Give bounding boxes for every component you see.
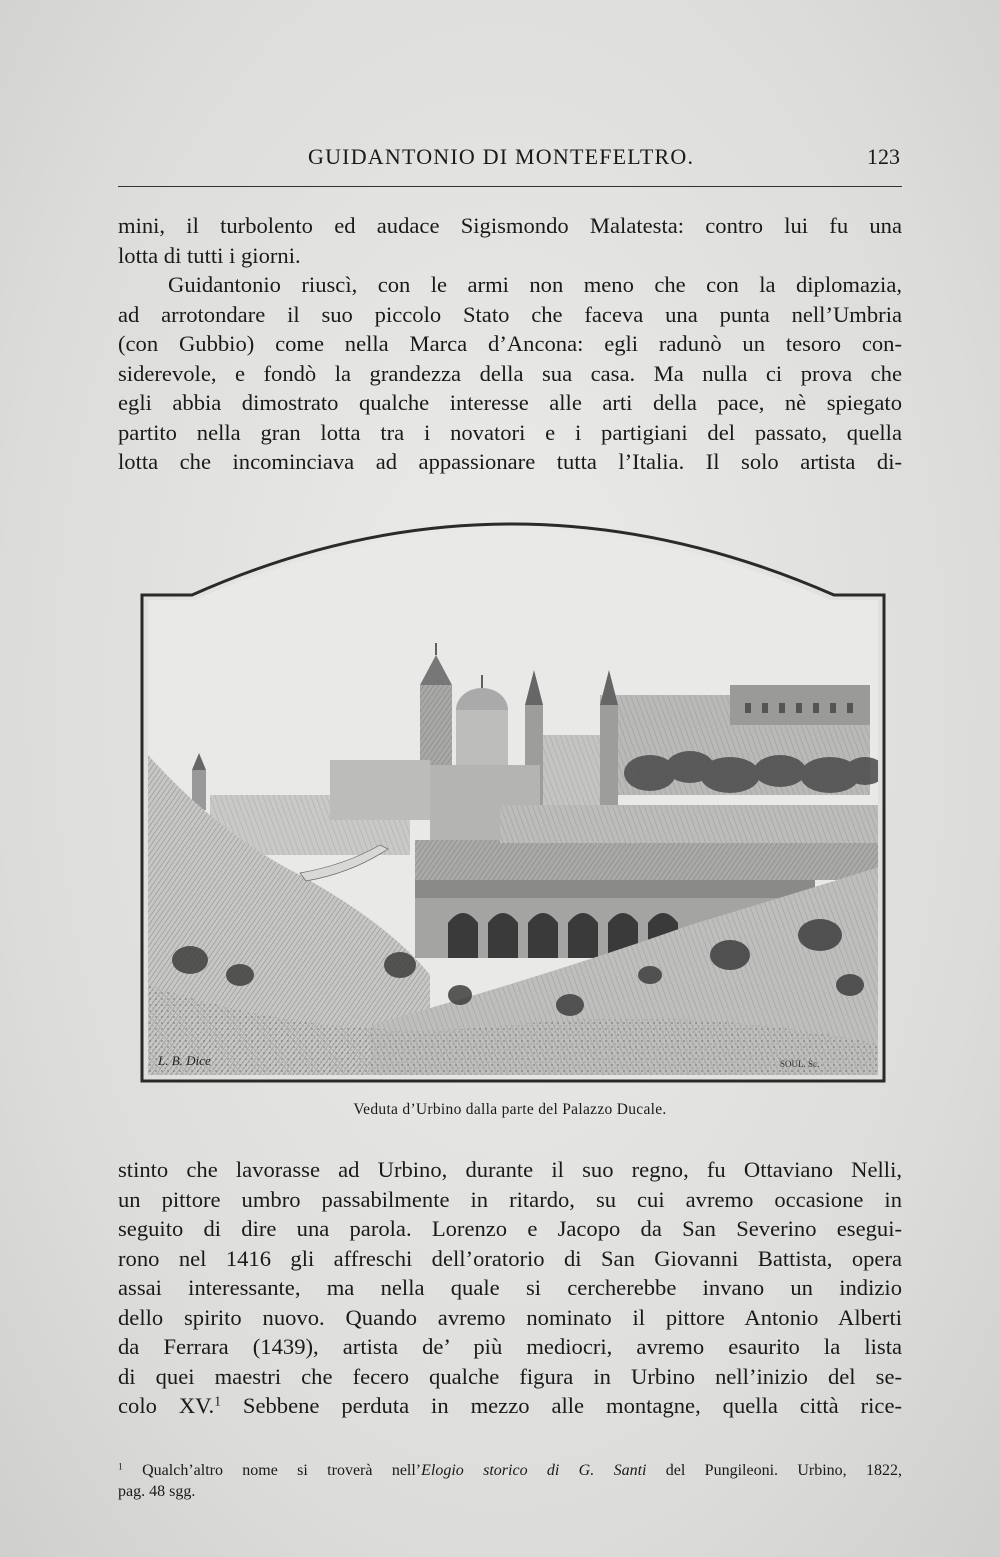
text-line: lotta di tutti i giorni. [118,242,301,268]
text-block-top [118,211,902,477]
engraver-mark: SOUL. Sc. [780,1059,820,1069]
artist-signature: L. B. Dice [158,1053,211,1068]
header-rule [118,186,902,187]
text-line: siderevole, e fondò la grandezza della sua casa. Ma nulla ci prova che [118,360,902,386]
text-line: da Ferrara (1439), artista de’ più mediocri, avremo esaurito la lista [118,1334,902,1359]
urbino-engraving [130,505,890,1095]
text-line: seguito di dire una parola. Lorenzo e Jacopo da San Severino esegui- [118,1216,902,1241]
footnote-line: pag. 48 sgg. [118,1483,196,1500]
text-line: assai interessante, ma nella quale si cercherebbe invano un indizio [118,1275,902,1300]
engraving-figure [130,505,890,1095]
text-line: un pittore umbro passabilmente in ritardo, su cui avremo occasione in [118,1186,902,1212]
text-line: mini, il turbolento ed audace Sigismondo Malatesta: contro lui fu una [118,213,902,238]
figure-caption: Veduta d’Urbino dalla parte del Palazzo Ducale. [353,1101,667,1118]
text-line: partito nella gran lotta tra i novatori e i partigiani del passato, quella [118,419,902,445]
text-fragment: colo XV. [118,1393,215,1418]
running-title: GUIDANTONIO DI MONTEFELTRO. [308,144,695,169]
text-line: Guidantonio riuscì, con le armi non meno che con la diplomazia, [168,272,902,297]
text-block-bottom [118,1155,902,1421]
text-line: egli abbia dimostrato qualche interesse alle arti della pace, nè spiegato [118,390,902,415]
footnote [118,1460,902,1502]
footnote-line [118,1460,902,1481]
text-line: dello spirito nuovo. Quando avremo nominato il pittore Antonio Alberti [118,1304,902,1330]
text-line: di quei maestri che fecero qualche figura in Urbino nell’inizio del se- [118,1363,902,1389]
page-number: 123 [867,144,900,169]
running-head [118,140,902,180]
footnote-title: Elogio storico di G. Santi [421,1462,647,1479]
footnote-marker: 1 [118,1461,123,1473]
text-line: stinto che lavorasse ad Urbino, durante il suo regno, fu Ottaviano Nelli, [118,1157,902,1182]
text-line: ad arrotondare il suo piccolo Stato che faceva una punta nell’Umbria [118,301,902,327]
text-fragment: Sebbene perduta in mezzo alle montagne, quella città rice- [220,1393,902,1418]
text-line: rono nel 1416 gli affreschi dell’oratorio di San Giovanni Battista, opera [118,1245,902,1271]
footnote-ref: 1 [214,1393,221,1409]
footnote-text: del Pungileoni. Urbino, 1822, [646,1462,902,1479]
text-line: (con Gubbio) come nella Marca d’Ancona: egli radunò un tesoro con- [118,331,902,356]
text-line: lotta che incominciava ad appassionare tutta l’Italia. Il solo artista di- [118,449,902,474]
text-line [118,1391,902,1421]
footnote-text: Qualch’altro nome si troverà nell’ [122,1462,422,1479]
